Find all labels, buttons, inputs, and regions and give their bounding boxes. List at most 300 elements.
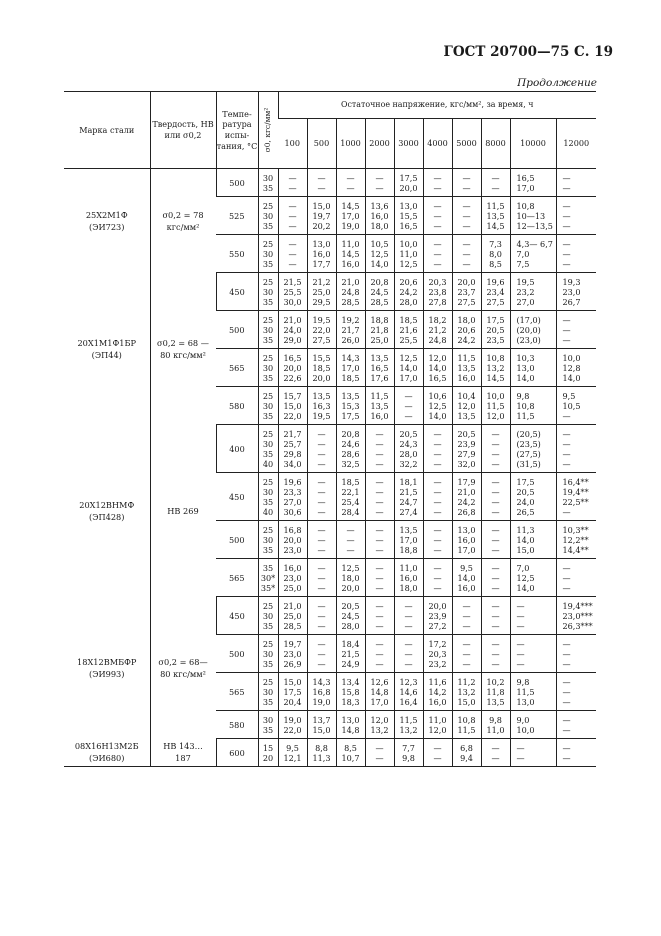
cell-value: — (516, 621, 525, 631)
value-cell (336, 739, 365, 767)
col-header-grade: Марка стали (64, 92, 150, 169)
cell-value: — (562, 677, 571, 687)
hardness-cell: НВ 269 (150, 425, 216, 597)
cell-value: 35* (260, 583, 276, 593)
cell-value: 9,5 (460, 563, 473, 573)
value-cell (556, 169, 596, 197)
stress-cell (258, 273, 278, 311)
residual-stress-table (64, 91, 596, 767)
cell-value: 20,5 (341, 601, 360, 611)
cell-value: — (562, 429, 571, 439)
value-cell (452, 387, 481, 425)
cell-value: — (288, 211, 297, 221)
material-cell (64, 425, 150, 597)
value-cell (452, 673, 481, 711)
cell-value: — (404, 659, 413, 669)
cell-value: — (404, 639, 413, 649)
value-cell (510, 597, 556, 635)
cell-value: 13,0 (516, 363, 535, 373)
cell-value: — (375, 507, 384, 517)
cell-value: 14,6 (399, 687, 418, 697)
stress-cell (258, 711, 278, 739)
cell-value: 14,0 (516, 583, 535, 593)
temp-cell: 565 (216, 559, 258, 597)
value-cell (365, 169, 394, 197)
cell-value: — (288, 239, 297, 249)
value-cell (365, 739, 394, 767)
cell-value: 20,0 (341, 583, 360, 593)
value-cell (452, 349, 481, 387)
cell-value: 17,5 (516, 477, 535, 487)
cell-value: 25 (262, 677, 274, 687)
cell-value: — (562, 659, 571, 669)
cell-value: — (516, 753, 525, 763)
cell-value: 15 (262, 743, 274, 753)
value-cell (556, 425, 596, 473)
cell-value: 18,5 (399, 315, 418, 325)
cell-value: 25 (262, 353, 274, 363)
cell-value: 30 (262, 715, 274, 725)
cell-value: 17,5 (283, 687, 302, 697)
cell-value: — (562, 449, 571, 459)
value-cell (394, 169, 423, 197)
cell-value: — (317, 639, 326, 649)
cell-value: 14,5 (341, 201, 360, 211)
cell-value: 19,0 (283, 715, 302, 725)
value-cell (481, 387, 510, 425)
cell-value: 9,8 (516, 677, 530, 687)
value-cell (452, 559, 481, 597)
cell-value: (17,0) (516, 315, 541, 325)
stress-cell (258, 349, 278, 387)
cell-value: — (317, 477, 326, 487)
cell-value: (31,5) (516, 459, 541, 469)
cell-value: 17,0 (516, 183, 535, 193)
cell-value: — (491, 753, 500, 763)
cell-value: 32,0 (457, 459, 476, 469)
cell-value: 20,8 (370, 277, 389, 287)
value-cell (394, 739, 423, 767)
value-cell (423, 387, 452, 425)
temp-cell: 500 (216, 311, 258, 349)
cell-value: 19,4*** (562, 601, 593, 611)
temp-cell: 500 (216, 169, 258, 197)
cell-value: 19,0 (341, 221, 360, 231)
cell-value: 17,0 (370, 697, 389, 707)
value-cell (278, 273, 307, 311)
table-row (64, 425, 596, 473)
cell-value: — (404, 649, 413, 659)
value-cell (307, 473, 336, 521)
cell-value: 20,6 (399, 277, 418, 287)
cell-value: 16,5 (283, 353, 302, 363)
value-cell (365, 197, 394, 235)
cell-value: 8,8 (315, 743, 328, 753)
cell-value: — (433, 545, 442, 555)
value-cell (278, 711, 307, 739)
value-cell (510, 311, 556, 349)
value-cell (278, 197, 307, 235)
value-cell (365, 673, 394, 711)
cell-value: 35 (262, 697, 274, 707)
cell-value: 40 (262, 507, 274, 517)
cell-value: — (462, 221, 471, 231)
cell-value: 30 (262, 325, 274, 335)
value-cell (394, 521, 423, 559)
cell-value: — (375, 439, 384, 449)
cell-value: — (562, 315, 571, 325)
value-cell (336, 197, 365, 235)
value-cell (307, 425, 336, 473)
value-cell (481, 711, 510, 739)
cell-value: 14,4** (562, 545, 589, 555)
cell-value: 27,5 (486, 297, 505, 307)
cell-value: (27,5) (516, 449, 541, 459)
cell-value: — (491, 449, 500, 459)
cell-value: 16,0 (457, 535, 476, 545)
col-header-temp: Темпе-ратура испы-тания, °С (216, 92, 258, 169)
cell-value: — (491, 573, 500, 583)
cell-value: — (562, 335, 571, 345)
cell-value: — (491, 545, 500, 555)
stress-cell (258, 597, 278, 635)
cell-value: 13,5 (370, 353, 389, 363)
cell-value: 17,5 (341, 411, 360, 421)
cell-value: — (317, 545, 326, 555)
cell-value: 35 (262, 335, 274, 345)
cell-value: 15,8 (341, 687, 360, 697)
value-cell (556, 387, 596, 425)
value-cell (307, 235, 336, 273)
cell-value: — (433, 525, 442, 535)
cell-value: — (288, 201, 297, 211)
cell-value: 35 (262, 221, 274, 231)
value-cell (365, 273, 394, 311)
cell-value: — (433, 459, 442, 469)
cell-value: — (317, 449, 326, 459)
cell-value: 19,6 (283, 477, 302, 487)
value-cell (365, 349, 394, 387)
cell-value: — (317, 439, 326, 449)
table-row (64, 273, 596, 311)
value-cell (278, 739, 307, 767)
cell-value: 9,8 (489, 715, 502, 725)
cell-value: — (462, 601, 471, 611)
cell-value: 26,9 (283, 659, 302, 669)
cell-value: — (375, 173, 384, 183)
cell-value: 11,5 (486, 201, 505, 211)
value-cell (423, 197, 452, 235)
value-cell (336, 387, 365, 425)
cell-value: — (562, 173, 571, 183)
cell-value: 9,0 (516, 715, 530, 725)
value-cell (307, 169, 336, 197)
cell-value: — (491, 487, 500, 497)
cell-value: — (288, 259, 297, 269)
cell-value: 16,0 (428, 697, 447, 707)
cell-value: 19,7 (283, 639, 302, 649)
value-cell (423, 311, 452, 349)
cell-value: 30 (262, 249, 274, 259)
value-cell (423, 559, 452, 597)
temp-cell: 550 (216, 235, 258, 273)
cell-value: — (433, 573, 442, 583)
cell-value: — (317, 563, 326, 573)
cell-value: 11,6 (428, 677, 447, 687)
cell-value: 16,0 (399, 573, 418, 583)
value-cell (452, 273, 481, 311)
cell-value: — (433, 201, 442, 211)
cell-value: 14,0 (428, 363, 447, 373)
value-cell (336, 559, 365, 597)
cell-value: — (317, 659, 326, 669)
cell-value: — (317, 535, 326, 545)
value-cell (452, 473, 481, 521)
cell-value: 35 (262, 297, 274, 307)
cell-value: — (375, 477, 384, 487)
cell-value: 7,7 (402, 743, 415, 753)
cell-value: 30 (262, 649, 274, 659)
value-cell (556, 559, 596, 597)
cell-value: 15,0 (283, 401, 302, 411)
temp-cell: 450 (216, 473, 258, 521)
cell-value: 20 (262, 753, 274, 763)
cell-value: 18,5 (341, 373, 360, 383)
cell-value: 11,2 (457, 677, 476, 687)
value-cell (394, 711, 423, 739)
cell-value: 17,5 (486, 315, 505, 325)
cell-value: 25 (262, 601, 274, 611)
cell-value: 30* (260, 573, 276, 583)
cell-value: — (375, 621, 384, 631)
cell-value: — (375, 753, 384, 763)
cell-value: 21,0 (457, 487, 476, 497)
cell-value: — (433, 563, 442, 573)
cell-value: — (562, 201, 571, 211)
cell-value: 27,8 (428, 297, 447, 307)
cell-value: 10,5 (562, 401, 581, 411)
cell-value: 13,5 (341, 391, 360, 401)
cell-value: 24,2 (457, 497, 476, 507)
cell-value: 24,8 (428, 335, 447, 345)
value-cell (365, 235, 394, 273)
value-cell (423, 597, 452, 635)
cell-value: — (491, 611, 500, 621)
cell-value: — (317, 497, 326, 507)
cell-value: 25 (262, 525, 274, 535)
cell-value: — (317, 173, 326, 183)
cell-value: 25 (262, 277, 274, 287)
cell-value: 12,5 (370, 249, 389, 259)
value-cell (423, 169, 452, 197)
cell-value: 10,2 (486, 677, 505, 687)
cell-value: — (433, 221, 442, 231)
cell-value: 23,7 (457, 287, 476, 297)
value-cell (556, 521, 596, 559)
value-cell (481, 425, 510, 473)
value-cell (278, 521, 307, 559)
cell-value: — (433, 249, 442, 259)
cell-value: 18,0 (341, 573, 360, 583)
temp-cell: 580 (216, 387, 258, 425)
value-cell (307, 635, 336, 673)
value-cell (452, 235, 481, 273)
value-cell (452, 169, 481, 197)
cell-value: 23,0 (283, 545, 302, 555)
stress-cell (258, 235, 278, 273)
cell-value: 14,0 (399, 363, 418, 373)
value-cell (423, 521, 452, 559)
cell-value: 16,4** (562, 477, 589, 487)
value-cell (278, 311, 307, 349)
value-cell (423, 349, 452, 387)
value-cell (423, 673, 452, 711)
value-cell (556, 635, 596, 673)
value-cell (336, 349, 365, 387)
cell-value: 17,5 (399, 173, 418, 183)
cell-value: — (375, 563, 384, 573)
temp-cell: 450 (216, 597, 258, 635)
cell-value: — (404, 401, 413, 411)
value-cell (307, 273, 336, 311)
cell-value: — (433, 183, 442, 193)
cell-value: 20,0 (428, 601, 447, 611)
cell-value: 11,0 (428, 715, 447, 725)
value-cell (510, 473, 556, 521)
time-header: 5000 (452, 119, 481, 169)
cell-value: — (462, 249, 471, 259)
cell-value: 21,5 (341, 649, 360, 659)
cell-value: 17,7 (312, 259, 331, 269)
cell-value: — (491, 477, 500, 487)
cell-value: 13,5 (457, 363, 476, 373)
value-cell (481, 673, 510, 711)
cell-value: 13,0 (516, 697, 535, 707)
cell-value: — (317, 573, 326, 583)
value-cell (510, 235, 556, 273)
cell-value: 16,8 (312, 687, 331, 697)
cell-value: 19,5 (516, 277, 535, 287)
cell-value: 19,5 (312, 315, 331, 325)
cell-value: — (491, 659, 500, 669)
cell-value: 18,8 (399, 545, 418, 555)
value-cell (307, 739, 336, 767)
cell-value: — (404, 621, 413, 631)
cell-value: — (375, 429, 384, 439)
cell-value: — (491, 601, 500, 611)
cell-value: — (346, 535, 355, 545)
time-header: 2000 (365, 119, 394, 169)
cell-value: — (317, 525, 326, 535)
value-cell (481, 635, 510, 673)
material-code: (ЭП44) (91, 349, 122, 360)
cell-value: 20,3 (428, 277, 447, 287)
cell-value: — (404, 391, 413, 401)
value-cell (307, 349, 336, 387)
cell-value: 25 (262, 639, 274, 649)
cell-value: 12,5 (341, 563, 360, 573)
cell-value: 7,0 (516, 563, 530, 573)
cell-value: 16,4 (399, 697, 418, 707)
hardness-cell: σ0,2 = 78 кгс/мм² (150, 169, 216, 273)
cell-value: — (433, 583, 442, 593)
cell-value: 30 (262, 287, 274, 297)
cell-value: 20,5 (399, 429, 418, 439)
value-cell (510, 387, 556, 425)
cell-value: 23,9 (457, 439, 476, 449)
value-cell (510, 521, 556, 559)
cell-value: 19,2 (341, 315, 360, 325)
cell-value: — (562, 411, 571, 421)
cell-value: 18,5 (341, 477, 360, 487)
cell-value: 20,5 (486, 325, 505, 335)
value-cell (481, 273, 510, 311)
value-cell (365, 473, 394, 521)
cell-value: 30 (262, 211, 274, 221)
stress-cell (258, 387, 278, 425)
cell-value: 25 (262, 429, 274, 439)
cell-value: — (562, 573, 571, 583)
stress-cell (258, 673, 278, 711)
cell-value: 14,0 (370, 259, 389, 269)
cell-value: 15,5 (399, 211, 418, 221)
value-cell (510, 425, 556, 473)
time-header: 12000 (556, 119, 596, 169)
cell-value: 24,9 (341, 659, 360, 669)
cell-value: 11,5 (457, 353, 476, 363)
value-cell (307, 711, 336, 739)
cell-value: 20,0 (457, 277, 476, 287)
cell-value: — (317, 649, 326, 659)
cell-value: 28,0 (399, 449, 418, 459)
cell-value: 14,0 (428, 411, 447, 421)
value-cell (510, 349, 556, 387)
value-cell (394, 425, 423, 473)
value-cell (394, 235, 423, 273)
cell-value: 14,0 (516, 373, 535, 383)
cell-value: — (433, 753, 442, 763)
cell-value: 24,0 (516, 497, 535, 507)
cell-value: — (491, 525, 500, 535)
cell-value: 20,6 (457, 325, 476, 335)
material-code: (ЭИ723) (89, 221, 125, 232)
cell-value: 11,0 (341, 239, 360, 249)
value-cell (510, 635, 556, 673)
cell-value: 28,0 (341, 621, 360, 631)
cell-value: 10,4 (457, 391, 476, 401)
cell-value: 35 (262, 259, 274, 269)
cell-value: 15,0 (457, 697, 476, 707)
cell-value: 35 (262, 497, 274, 507)
cell-value: 27,0 (516, 297, 535, 307)
cell-value: 13,5 (486, 211, 505, 221)
cell-value: — (433, 259, 442, 269)
cell-value: 10,8 (486, 353, 505, 363)
material-name: 18Х12ВМБФР (77, 656, 137, 667)
cell-value: (20,5) (516, 429, 541, 439)
cell-value: — (404, 601, 413, 611)
cell-value: — (562, 259, 571, 269)
cell-value: — (491, 459, 500, 469)
cell-value: 35 (262, 621, 274, 631)
col-header-hardness: Твердость, HB или σ0,2 (150, 92, 216, 169)
cell-value: 23,4 (486, 287, 505, 297)
value-cell (307, 521, 336, 559)
time-header: 10000 (510, 119, 556, 169)
cell-value: — (375, 601, 384, 611)
cell-value: — (317, 429, 326, 439)
value-cell (307, 597, 336, 635)
